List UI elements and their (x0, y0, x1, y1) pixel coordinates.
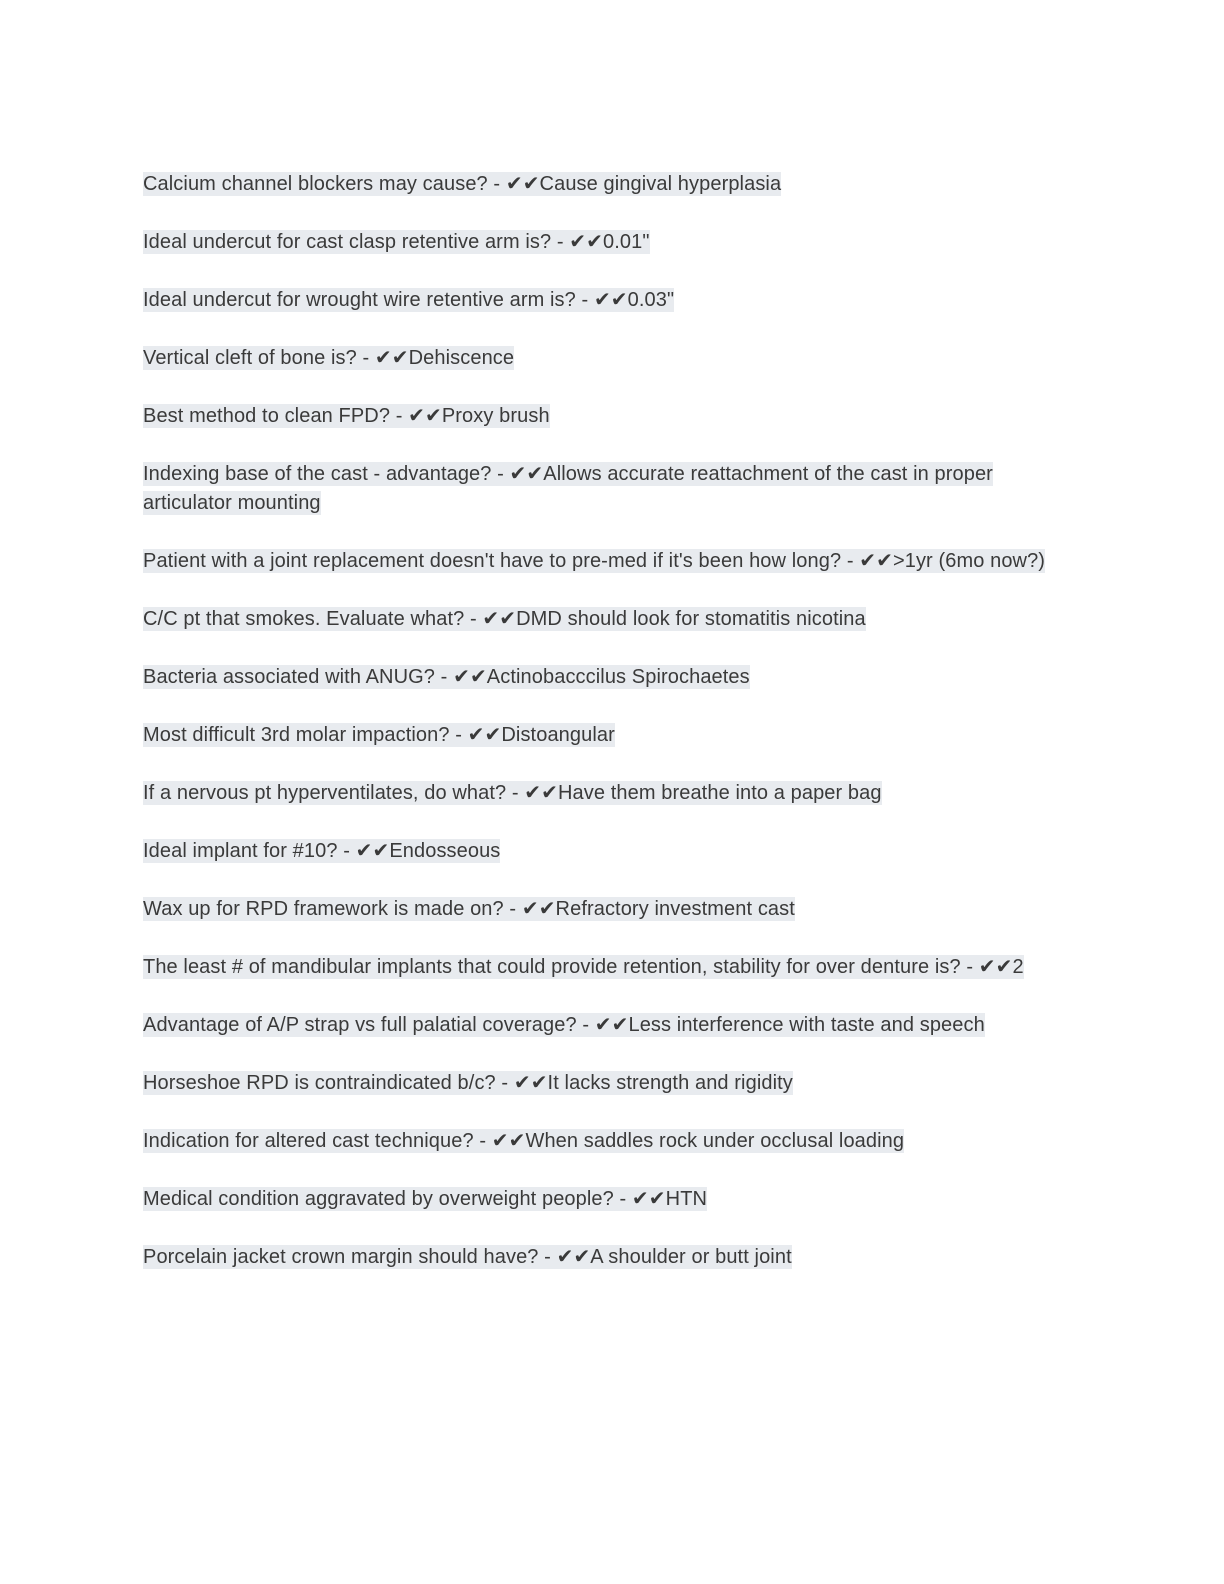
qa-item (143, 837, 1084, 866)
qa-item (143, 721, 1084, 750)
qa-item (143, 402, 1084, 431)
qa-item (143, 547, 1084, 576)
qa-item (143, 228, 1084, 257)
qa-text: Horseshoe RPD is contraindicated b/c? - ✔✔It lacks strength and rigidity (143, 1072, 793, 1094)
qa-item (143, 1011, 1084, 1040)
qa-text: Ideal implant for #10? - ✔✔Endosseous (143, 840, 501, 862)
qa-text: Wax up for RPD framework is made on? - ✔✔Refractory investment cast (143, 898, 795, 920)
qa-text: Best method to clean FPD? - ✔✔Proxy brush (143, 405, 550, 427)
qa-item (143, 1069, 1084, 1098)
qa-item (143, 1185, 1084, 1214)
qa-text: Ideal undercut for cast clasp retentive arm is? - ✔✔0.01" (143, 231, 650, 253)
qa-text: Indication for altered cast technique? - ✔✔When saddles rock under occlusal loading (143, 1130, 905, 1152)
qa-item (143, 460, 1084, 518)
qa-text: Patient with a joint replacement doesn't have to pre-med if it's been how long? - ✔✔>1yr (6mo now?) (143, 550, 1046, 572)
qa-text: Vertical cleft of bone is? - ✔✔Dehiscence (143, 347, 515, 369)
qa-item (143, 286, 1084, 315)
qa-text: Porcelain jacket crown margin should have? - ✔✔A shoulder or butt joint (143, 1246, 792, 1268)
qa-text: C/C pt that smokes. Evaluate what? - ✔✔DMD should look for stomatitis nicotina (143, 608, 866, 630)
qa-item (143, 344, 1084, 373)
qa-text: Advantage of A/P strap vs full palatial coverage? - ✔✔Less interference with taste and speech (143, 1014, 985, 1036)
qa-text: Ideal undercut for wrought wire retentive arm is? - ✔✔0.03" (143, 289, 675, 311)
qa-item (143, 170, 1084, 199)
qa-item (143, 779, 1084, 808)
qa-text: Indexing base of the cast - advantage? - ✔✔Allows accurate reattachment of the cast in proper articulator mounting (143, 463, 993, 514)
qa-text: Calcium channel blockers may cause? - ✔✔Cause gingival hyperplasia (143, 173, 782, 195)
qa-item (143, 953, 1084, 982)
qa-text: If a nervous pt hyperventilates, do what? - ✔✔Have them breathe into a paper bag (143, 782, 882, 804)
qa-text: Medical condition aggravated by overweight people? - ✔✔HTN (143, 1188, 708, 1210)
qa-item (143, 1243, 1084, 1272)
qa-text: Bacteria associated with ANUG? - ✔✔Actinobacccilus Spirochaetes (143, 666, 750, 688)
qa-item (143, 895, 1084, 924)
qa-item (143, 1127, 1084, 1156)
qa-item (143, 605, 1084, 634)
qa-list (143, 170, 1084, 1272)
qa-text: The least # of mandibular implants that could provide retention, stability for over denture is? - ✔✔2 (143, 956, 1024, 978)
qa-item (143, 663, 1084, 692)
qa-text: Most difficult 3rd molar impaction? - ✔✔Distoangular (143, 724, 615, 746)
